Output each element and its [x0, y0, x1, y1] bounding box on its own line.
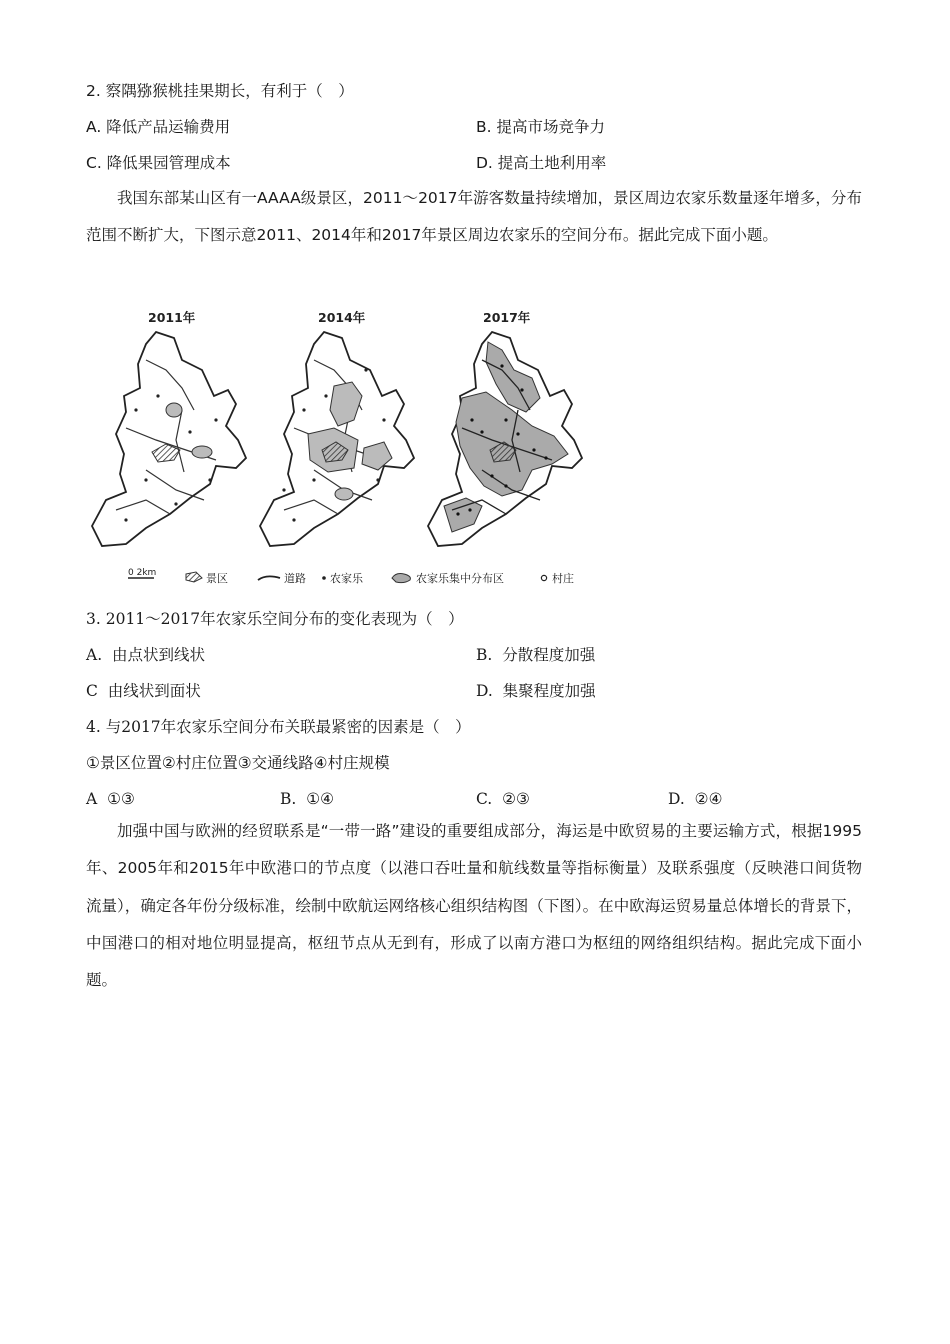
passage-2: 加强中国与欧洲的经贸联系是“一带一路”建设的重要组成部分，海运是中欧贸易的主要运输方式，根据1995年、2005年和2015年中欧港口的节点度（以港口吞吐量和航线数量等指标衡量）及联系强度（反映港口间货物流量），确定各年份分级标准，绘制中欧航运网络核心组织结构图（下图）。在中欧海运贸易量总体增长的背景下，中国港口的相对地位明显提高，枢纽节点从无到有，形成了以南方港口为枢纽的网络组织结构。据此完成下面小题。 [86, 822, 862, 990]
q2-option-a: A. 降低产品运输费用 [86, 118, 231, 136]
q2-option-d: D. 提高土地利用率 [476, 154, 607, 172]
scenic-legend-icon [186, 572, 202, 582]
legend-cluster: 农家乐集中分布区 [416, 572, 504, 585]
legend-village: 村庄 [552, 572, 574, 585]
q3-option-c: C 由线状到面状 [86, 682, 201, 700]
q4-option-d: D. ②④ [668, 790, 723, 808]
legend-farmhouse: 农家乐 [330, 572, 363, 585]
q4-stem: 4. 与2017年农家乐空间分布关联最紧密的因素是（ ） [86, 718, 471, 736]
map-panel-2017 [428, 332, 582, 546]
q3-stem: 3. 2011～2017年农家乐空间分布的变化表现为（ ） [86, 610, 464, 628]
panel-title-2017: 2017年 [483, 310, 531, 325]
q3-option-a: A. 由点状到线状 [86, 646, 205, 664]
q4-option-a: A ①③ [86, 790, 135, 808]
village-legend-icon [541, 575, 546, 580]
farmhouse-distribution-figure [86, 300, 606, 596]
q2-stem: 2. 察隅猕猴桃挂果期长，有利于（ ） [86, 82, 354, 100]
q4-factors: ①景区位置②村庄位置③交通线路④村庄规模 [86, 754, 390, 772]
q3-option-b: B. 分散程度加强 [476, 646, 596, 664]
passage-1: 我国东部某山区有一AAAA级景区，2011～2017年游客数量持续增加，景区周边农家乐数量逐年增多，分布范围不断扩大，下图示意2011、2014年和2017年景区周边农家乐的空间分布。据此完成下面小题。 [86, 189, 862, 245]
panel-title-2011: 2011年 [148, 310, 196, 325]
map-figure-svg [86, 300, 606, 596]
map-panel-2011 [92, 332, 246, 546]
farmhouse-legend-icon [322, 576, 326, 580]
q2-option-b: B. 提高市场竞争力 [476, 118, 605, 136]
q3-option-d: D. 集聚程度加强 [476, 682, 596, 700]
map-legend [128, 568, 574, 585]
panel-title-2014: 2014年 [318, 310, 366, 325]
legend-road: 道路 [284, 572, 306, 585]
road-legend-icon [258, 576, 280, 580]
q4-option-c: C. ②③ [476, 790, 530, 808]
map-panel-2014 [260, 332, 414, 546]
legend-scenic: 景区 [206, 572, 228, 585]
scale-label: 0 2km [128, 568, 157, 578]
cluster-legend-icon [392, 574, 410, 583]
q4-option-b: B. ①④ [280, 790, 334, 808]
q2-option-c: C. 降低果园管理成本 [86, 154, 231, 172]
